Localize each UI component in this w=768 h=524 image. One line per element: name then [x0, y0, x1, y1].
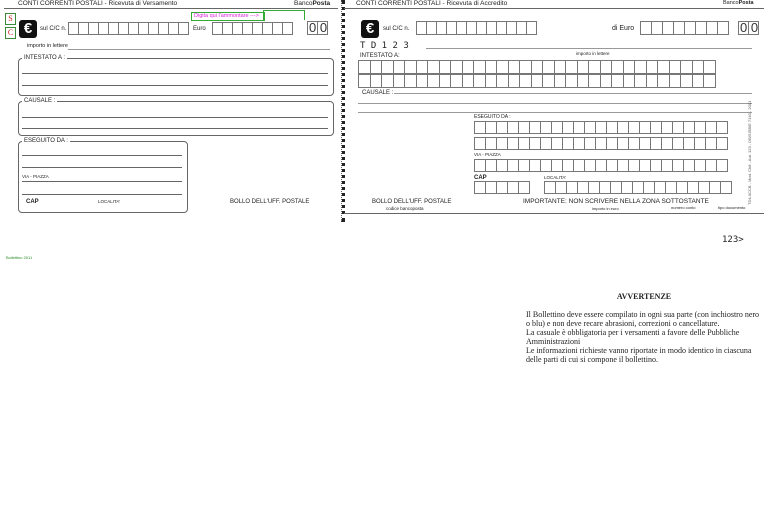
right-reason-label: CAUSALE : — [362, 90, 394, 96]
notice-title: AVVERTENZE — [616, 292, 672, 301]
right-amount-words-line[interactable] — [426, 48, 752, 49]
right-holder-cells-row-2[interactable] — [358, 74, 715, 88]
hint-frame — [263, 10, 305, 20]
right-stamp-label: BOLLO DELL'UFF. POSTALE — [372, 199, 452, 205]
right-amount-cells[interactable] — [640, 21, 728, 35]
right-city-label: LOCALITA' — [544, 175, 567, 180]
left-amount-words-label: importo in lettere — [27, 43, 68, 49]
right-account-label: sul C/C n. — [383, 26, 410, 32]
side-print-code: TD4-0CCB - Mod. Ch8 - Aut. 123 - DB/SISB/E 7140 - 2001 — [747, 100, 752, 205]
foot-amount-label: importo in euro — [592, 206, 619, 211]
left-street-label: VIA - PIAZZA — [22, 174, 49, 179]
right-amount-words-label: importo in lettere — [576, 51, 610, 56]
right-bottom-rule — [344, 213, 764, 214]
right-euro-icon: € — [361, 20, 379, 38]
left-holder-label: INTESTATO A : — [24, 55, 66, 61]
code-line: 123> — [722, 235, 744, 245]
left-city-line[interactable] — [22, 194, 182, 195]
left-zip-label: CAP — [26, 199, 39, 205]
right-cents: 0 0 — [740, 20, 759, 35]
foot-account-label: numero conto — [671, 205, 696, 210]
mark-c: C — [5, 27, 16, 39]
left-reason-line-1[interactable] — [22, 117, 328, 118]
left-account-cells[interactable] — [68, 22, 188, 35]
perforation-divider — [341, 0, 345, 222]
left-header-rule — [4, 8, 338, 9]
right-reason-line-1[interactable] — [394, 93, 752, 94]
left-holder-line-2[interactable] — [22, 85, 328, 86]
left-reason-line-2[interactable] — [22, 128, 328, 129]
left-amount-cells[interactable] — [212, 22, 292, 35]
right-payer-cells-row-2[interactable] — [474, 137, 727, 150]
right-reason-line-2[interactable] — [358, 103, 752, 104]
foot-type-label: tipo documento — [718, 205, 746, 210]
left-holder-line-1[interactable] — [22, 73, 328, 74]
left-account-label: sul C/C n. — [40, 26, 67, 32]
left-holder-box — [18, 58, 334, 96]
important-warning: IMPORTANTE: NON SCRIVERE NELLA ZONA SOTTOSTANTE — [523, 198, 709, 205]
right-zip-cells[interactable] — [474, 181, 529, 194]
right-currency-label: di Euro — [612, 25, 635, 32]
right-holder-label: INTESTATO A: — [360, 53, 400, 59]
notice — [526, 292, 762, 364]
notice-line-3: Le informazioni richieste vanno riportate in modo identico in ciascuna delle parti di cui si compone il bollettino. — [526, 346, 752, 364]
right-brand: BancoPosta — [723, 0, 754, 6]
left-payer-line-2[interactable] — [22, 167, 182, 168]
mark-s: S — [5, 13, 16, 25]
right-header-rule — [344, 8, 764, 9]
right-stamp-sub: codice bancoposta — [386, 206, 424, 211]
right-holder-cells-row-1[interactable] — [358, 60, 715, 74]
euro-icon: € — [19, 20, 37, 38]
right-street-label: VIA - PIAZZA — [474, 152, 501, 157]
left-street-line[interactable] — [22, 181, 182, 182]
right-account-cells[interactable] — [416, 21, 536, 35]
right-city-cells[interactable] — [544, 181, 731, 194]
right-zip-label: CAP — [474, 175, 487, 181]
left-payer-label: ESEGUITO DA : — [24, 138, 68, 144]
amount-hint-link[interactable]: Digita qui l'ammontare ---> — [191, 12, 265, 21]
doc-type: T D 1 2 3 — [360, 41, 409, 51]
left-city-label: LOCALITA' — [98, 199, 121, 204]
left-payer-line-1[interactable] — [22, 155, 182, 156]
right-payer-label: ESEGUITO DA : — [474, 114, 511, 120]
left-brand: BancoPosta — [294, 0, 331, 7]
left-reason-label: CAUSALE : — [24, 98, 56, 104]
left-cents: 0 0 — [309, 20, 328, 35]
left-stamp-label: BOLLO DELL'UFF. POSTALE — [230, 199, 310, 205]
right-reason-line-3[interactable] — [358, 112, 752, 113]
right-street-cells[interactable] — [474, 159, 727, 172]
left-reason-box — [18, 101, 334, 136]
notice-line-1: Il Bollettino deve essere compilato in ogni sua parte (con inchiostro nero o blu) e non deve recare abrasioni, correzioni o cancellature. — [526, 310, 760, 328]
left-currency-label: Euro — [193, 26, 206, 32]
left-header: CONTI CORRENTI POSTALI - Ricevuta di Versamento — [18, 0, 178, 7]
right-payer-cells-row-1[interactable] — [474, 121, 727, 134]
notice-line-2: La casuale è obbligatoria per i versamenti a favore delle Pubbliche Amministrazioni — [526, 328, 740, 346]
left-amount-words-line[interactable] — [68, 49, 330, 50]
right-header: CONTI CORRENTI POSTALI - Ricevuta di Accredito — [356, 0, 508, 7]
footnote: Bollettino 2011 — [6, 255, 33, 260]
